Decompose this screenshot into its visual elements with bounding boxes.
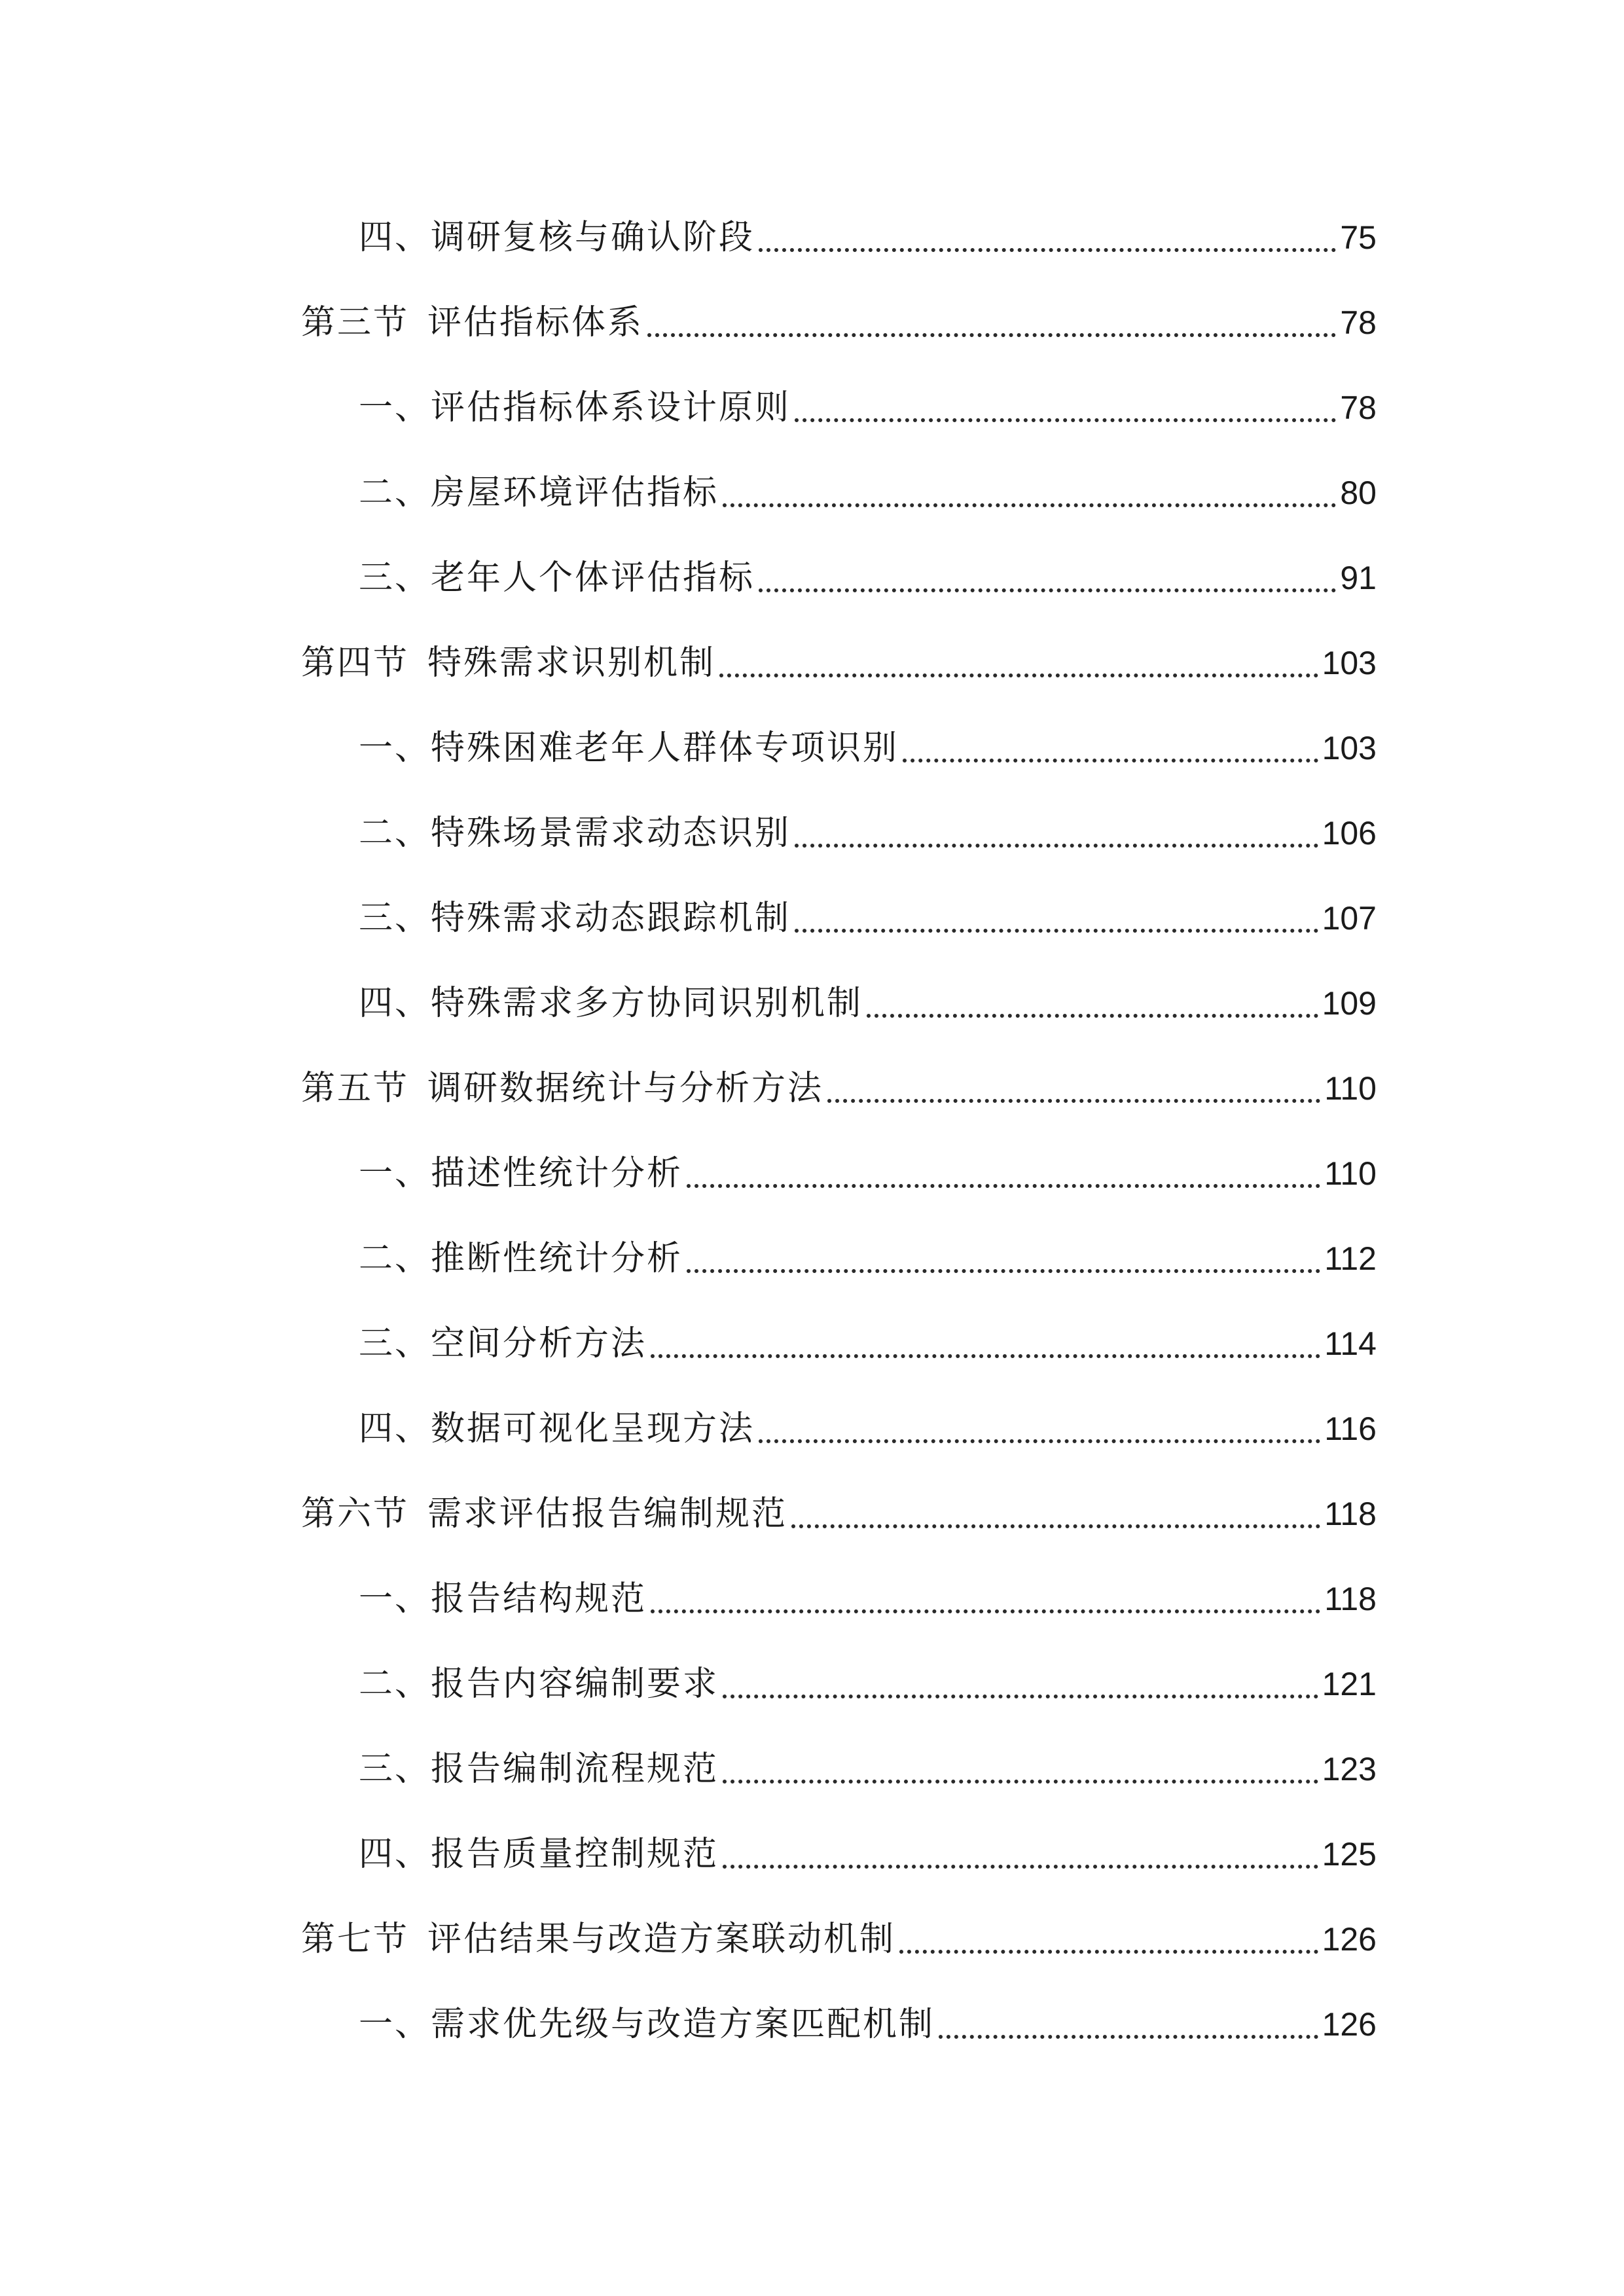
- toc-entry-title: 三、空间分析方法: [359, 1324, 647, 1363]
- toc-section-entry[interactable]: [301, 296, 1377, 349]
- toc-dot-leader: [759, 1439, 1320, 1443]
- toc-section-number: 第四节: [301, 643, 410, 683]
- toc-section-entry[interactable]: [301, 1488, 1377, 1540]
- toc-entry[interactable]: [359, 1318, 1377, 1370]
- toc-entry[interactable]: [359, 1147, 1377, 1200]
- toc-page-number: 116: [1324, 1410, 1377, 1447]
- toc-entry[interactable]: [359, 1658, 1377, 1710]
- toc-page-number: 78: [1340, 389, 1377, 426]
- toc-page-number: 109: [1322, 985, 1377, 1022]
- toc-entry-title: 一、特殊困难老年人群体专项识别: [359, 728, 899, 768]
- toc-entry[interactable]: [359, 1998, 1377, 2051]
- toc-entry-title: 一、评估指标体系设计原则: [359, 388, 791, 427]
- toc-entry[interactable]: [359, 977, 1377, 1030]
- toc-dot-leader: [791, 1524, 1320, 1528]
- toc-dot-leader: [795, 844, 1318, 848]
- toc-dot-leader: [651, 1609, 1320, 1613]
- toc-dot-leader: [867, 1014, 1318, 1018]
- toc-page-number: 118: [1324, 1581, 1377, 1617]
- toc-section-number: 第三节: [301, 303, 410, 342]
- toc-dot-leader: [723, 1780, 1318, 1784]
- toc-page-number: 121: [1322, 1666, 1377, 1702]
- toc-dot-leader: [647, 333, 1336, 337]
- toc-page-number: 118: [1324, 1496, 1377, 1532]
- toc-page-number: 112: [1324, 1240, 1377, 1277]
- toc-entry[interactable]: [359, 722, 1377, 774]
- toc-entry[interactable]: [359, 467, 1377, 519]
- toc-dot-leader: [903, 759, 1318, 762]
- toc-entry-title: 二、报告内容编制要求: [359, 1664, 719, 1704]
- toc-entry-title: 四、报告质量控制规范: [359, 1835, 719, 1874]
- toc-dot-leader: [723, 503, 1336, 507]
- toc-page-number: 123: [1322, 1751, 1377, 1787]
- toc-dot-leader: [759, 248, 1336, 252]
- toc-entry[interactable]: [359, 1573, 1377, 1625]
- toc-page-number: 103: [1322, 730, 1377, 766]
- toc-entry-title: 四、调研复核与确认阶段: [359, 218, 755, 257]
- toc-page-number: 78: [1340, 304, 1377, 341]
- toc-dot-leader: [719, 673, 1318, 677]
- toc-dot-leader: [899, 1950, 1318, 1954]
- toc-dot-leader: [827, 1099, 1320, 1103]
- toc-dot-leader: [723, 1865, 1318, 1869]
- toc-entry-title: 二、特殊场景需求动态识别: [359, 814, 791, 853]
- toc-section-title: 评估指标体系: [427, 303, 644, 342]
- toc-section-title: 特殊需求识别机制: [427, 643, 716, 683]
- toc-dot-leader: [687, 1269, 1320, 1273]
- toc-entry-title: 四、特殊需求多方协同识别机制: [359, 984, 863, 1023]
- toc-page-number: 125: [1322, 1836, 1377, 1873]
- toc-entry-title: 一、报告结构规范: [359, 1579, 647, 1619]
- toc-section-title: 调研数据统计与分析方法: [427, 1069, 824, 1108]
- toc-page-number: 107: [1322, 900, 1377, 937]
- toc-dot-leader: [939, 2035, 1318, 2039]
- toc-section-number: 第五节: [301, 1069, 410, 1108]
- toc-entry[interactable]: [359, 382, 1377, 434]
- toc-page-number: 75: [1340, 219, 1377, 256]
- toc-page-number: 110: [1324, 1070, 1377, 1107]
- toc-dot-leader: [651, 1354, 1320, 1358]
- toc-page-number: 126: [1322, 1921, 1377, 1958]
- toc-entry-title: 三、特殊需求动态跟踪机制: [359, 899, 791, 938]
- toc-page-number: 110: [1324, 1155, 1377, 1192]
- toc-entry[interactable]: [359, 552, 1377, 604]
- toc-entry-title: 一、需求优先级与改造方案匹配机制: [359, 2005, 935, 2044]
- toc-section-number: 第七节: [301, 1920, 410, 1959]
- toc-entry[interactable]: [359, 1232, 1377, 1285]
- toc-dot-leader: [795, 929, 1318, 933]
- toc-section-title: 评估结果与改造方案联动机制: [427, 1920, 896, 1959]
- toc-section-entry[interactable]: [301, 1913, 1377, 1965]
- toc-page-number: 91: [1340, 560, 1377, 596]
- toc-entry-title: 二、房屋环境评估指标: [359, 473, 719, 512]
- toc-entry[interactable]: [359, 807, 1377, 859]
- toc-entry-title: 四、数据可视化呈现方法: [359, 1409, 755, 1448]
- toc-dot-leader: [759, 588, 1336, 592]
- toc-page-number: 103: [1322, 645, 1377, 681]
- toc-page-number: 126: [1322, 2006, 1377, 2043]
- toc-entry[interactable]: [359, 211, 1377, 264]
- toc-dot-leader: [687, 1184, 1320, 1188]
- toc-section-title: 需求评估报告编制规范: [427, 1494, 788, 1534]
- toc-section-entry[interactable]: [301, 1062, 1377, 1115]
- toc-entry-title: 一、描述性统计分析: [359, 1154, 683, 1193]
- toc-entry-title: 三、报告编制流程规范: [359, 1749, 719, 1789]
- toc-page-number: 114: [1324, 1325, 1377, 1362]
- toc-entry[interactable]: [359, 892, 1377, 944]
- toc-entry[interactable]: [359, 1403, 1377, 1455]
- toc-page-number: 106: [1322, 815, 1377, 852]
- toc-dot-leader: [723, 1695, 1318, 1698]
- toc-section-entry[interactable]: [301, 637, 1377, 689]
- toc-page-number: 80: [1340, 475, 1377, 511]
- toc-entry-title: 二、推断性统计分析: [359, 1239, 683, 1278]
- toc-entry-title: 三、老年人个体评估指标: [359, 558, 755, 598]
- toc-entry[interactable]: [359, 1743, 1377, 1795]
- toc-entry[interactable]: [359, 1828, 1377, 1880]
- toc-section-number: 第六节: [301, 1494, 410, 1534]
- toc-dot-leader: [795, 418, 1336, 422]
